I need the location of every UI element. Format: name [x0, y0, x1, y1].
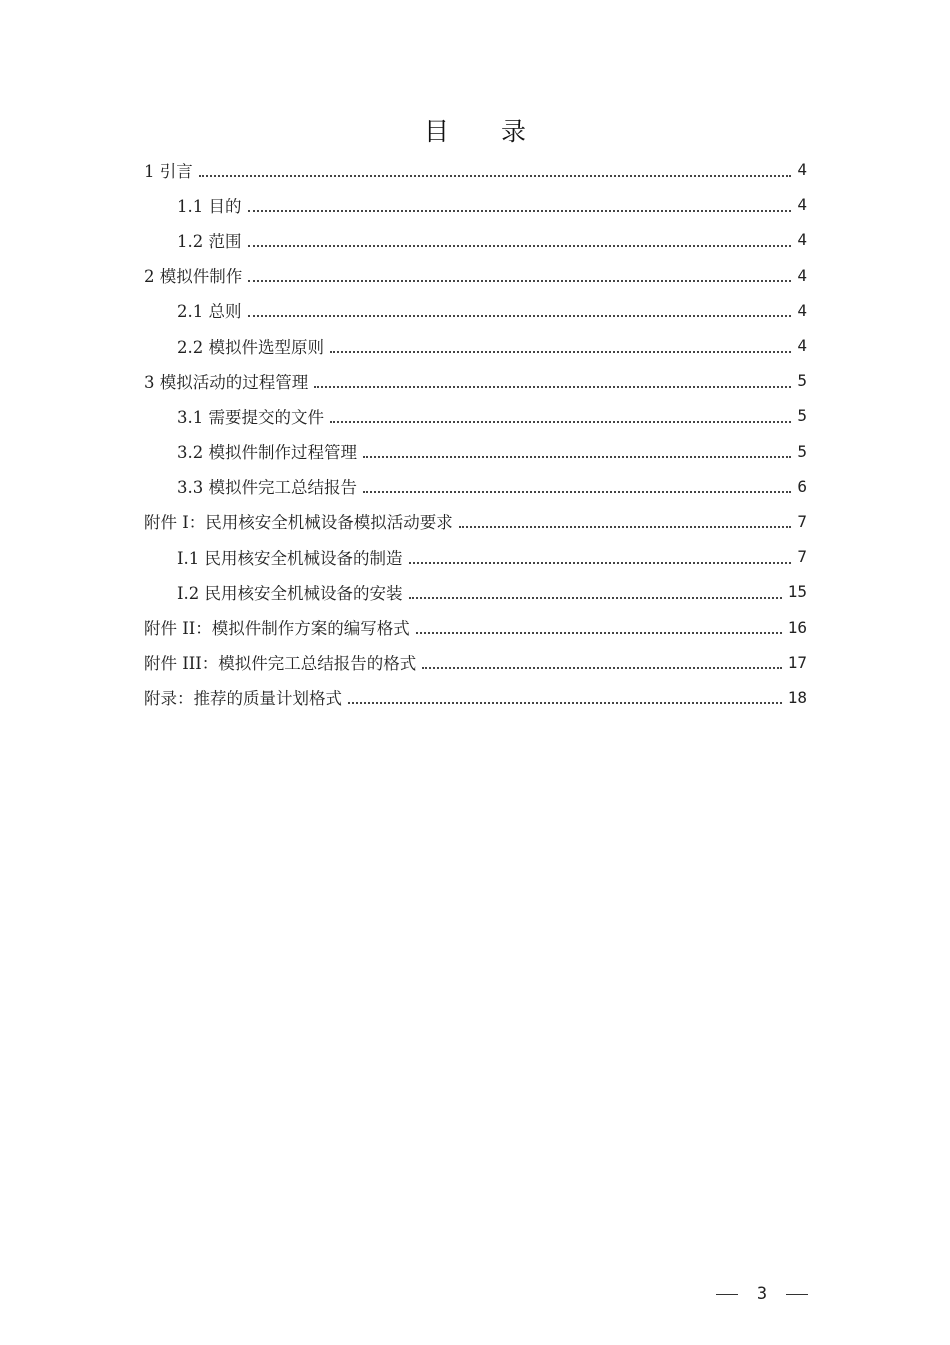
toc-dot-leader: [248, 299, 792, 317]
toc-entry-text: 3.1 需要提交的文件: [177, 407, 324, 427]
toc-dot-leader: [248, 264, 791, 282]
toc-entry-page: 4: [797, 300, 807, 320]
toc-entry-page: 17: [787, 652, 807, 672]
toc-entry-text: 2.2 模拟件选型原则: [177, 337, 324, 357]
toc-dot-leader: [248, 229, 792, 247]
toc-entry-page: 4: [797, 160, 807, 180]
toc-entry-page: 7: [797, 511, 807, 531]
toc-entry-page: 15: [787, 582, 807, 602]
toc-dot-leader: [416, 616, 782, 634]
toc-dot-leader: [348, 686, 782, 704]
toc-entry-text: 附件 I：民用核安全机械设备模拟活动要求: [144, 513, 453, 533]
toc-entry-text: 3 模拟活动的过程管理: [144, 372, 309, 392]
toc-entry[interactable]: [144, 398, 807, 433]
toc-entry[interactable]: [144, 574, 807, 609]
toc-entry-page: 4: [797, 336, 807, 356]
toc-entry-page: 5: [797, 441, 807, 461]
toc-entry-page: 5: [797, 406, 807, 426]
toc-entry-page: 16: [787, 617, 807, 637]
toc-entry-page: 4: [797, 195, 807, 215]
footer-dash-left: [716, 1294, 738, 1295]
page-title: 目 录: [424, 117, 548, 146]
page-number: 3: [756, 1284, 768, 1304]
toc-entry[interactable]: [144, 293, 807, 328]
toc-entry[interactable]: [144, 328, 807, 363]
toc-entry-page: 4: [797, 230, 807, 250]
toc-dot-leader: [314, 370, 791, 388]
toc-dot-leader: [199, 159, 792, 177]
toc-entry[interactable]: [144, 187, 807, 222]
toc-entry-text: 1.2 范围: [177, 231, 242, 251]
toc-dot-leader: [409, 546, 792, 564]
toc-entry-page: 18: [787, 687, 807, 707]
toc-entry[interactable]: [144, 363, 807, 398]
toc-entry-text: 附件 II：模拟件制作方案的编写格式: [144, 619, 410, 639]
toc-entry-text: 3.3 模拟件完工总结报告: [177, 478, 357, 498]
toc-entry-text: I.1 民用核安全机械设备的制造: [177, 548, 403, 568]
toc-dot-leader: [330, 335, 791, 353]
toc-dot-leader: [363, 440, 791, 458]
toc-entry[interactable]: [144, 258, 807, 293]
toc-entry-text: 1 引言: [144, 161, 193, 181]
page-footer: [716, 1284, 808, 1304]
toc-dot-leader: [330, 405, 791, 423]
toc-entry[interactable]: [144, 504, 807, 539]
toc-entry-text: 附录：推荐的质量计划格式: [144, 689, 342, 709]
toc-dot-leader: [409, 581, 782, 599]
toc-dot-leader: [422, 651, 781, 669]
toc-entry[interactable]: [144, 469, 807, 504]
toc-dot-leader: [248, 194, 792, 212]
toc-entry-text: 1.1 目的: [177, 196, 242, 216]
toc-entry-page: 7: [797, 547, 807, 567]
toc-entry[interactable]: [144, 434, 807, 469]
toc-entry-text: 2.1 总则: [177, 302, 242, 322]
toc-entry-text: 附件 III：模拟件完工总结报告的格式: [144, 654, 417, 674]
toc-dot-leader: [459, 510, 792, 528]
toc-entry[interactable]: [144, 152, 807, 187]
toc-entry-text: 3.2 模拟件制作过程管理: [177, 443, 357, 463]
toc-entry-page: 5: [797, 371, 807, 391]
toc-entry[interactable]: [144, 222, 807, 257]
toc-entry-text: I.2 民用核安全机械设备的安装: [177, 583, 403, 603]
toc-dot-leader: [363, 475, 791, 493]
toc-entry[interactable]: [144, 680, 807, 715]
toc-entry[interactable]: [144, 609, 807, 644]
toc-entry[interactable]: [144, 539, 807, 574]
toc-entry[interactable]: [144, 645, 807, 680]
toc-list: [144, 152, 807, 715]
toc-entry-page: 6: [797, 476, 807, 496]
toc-entry-text: 2 模拟件制作: [144, 267, 243, 287]
toc-entry-page: 4: [797, 265, 807, 285]
footer-dash-right: [786, 1294, 808, 1295]
